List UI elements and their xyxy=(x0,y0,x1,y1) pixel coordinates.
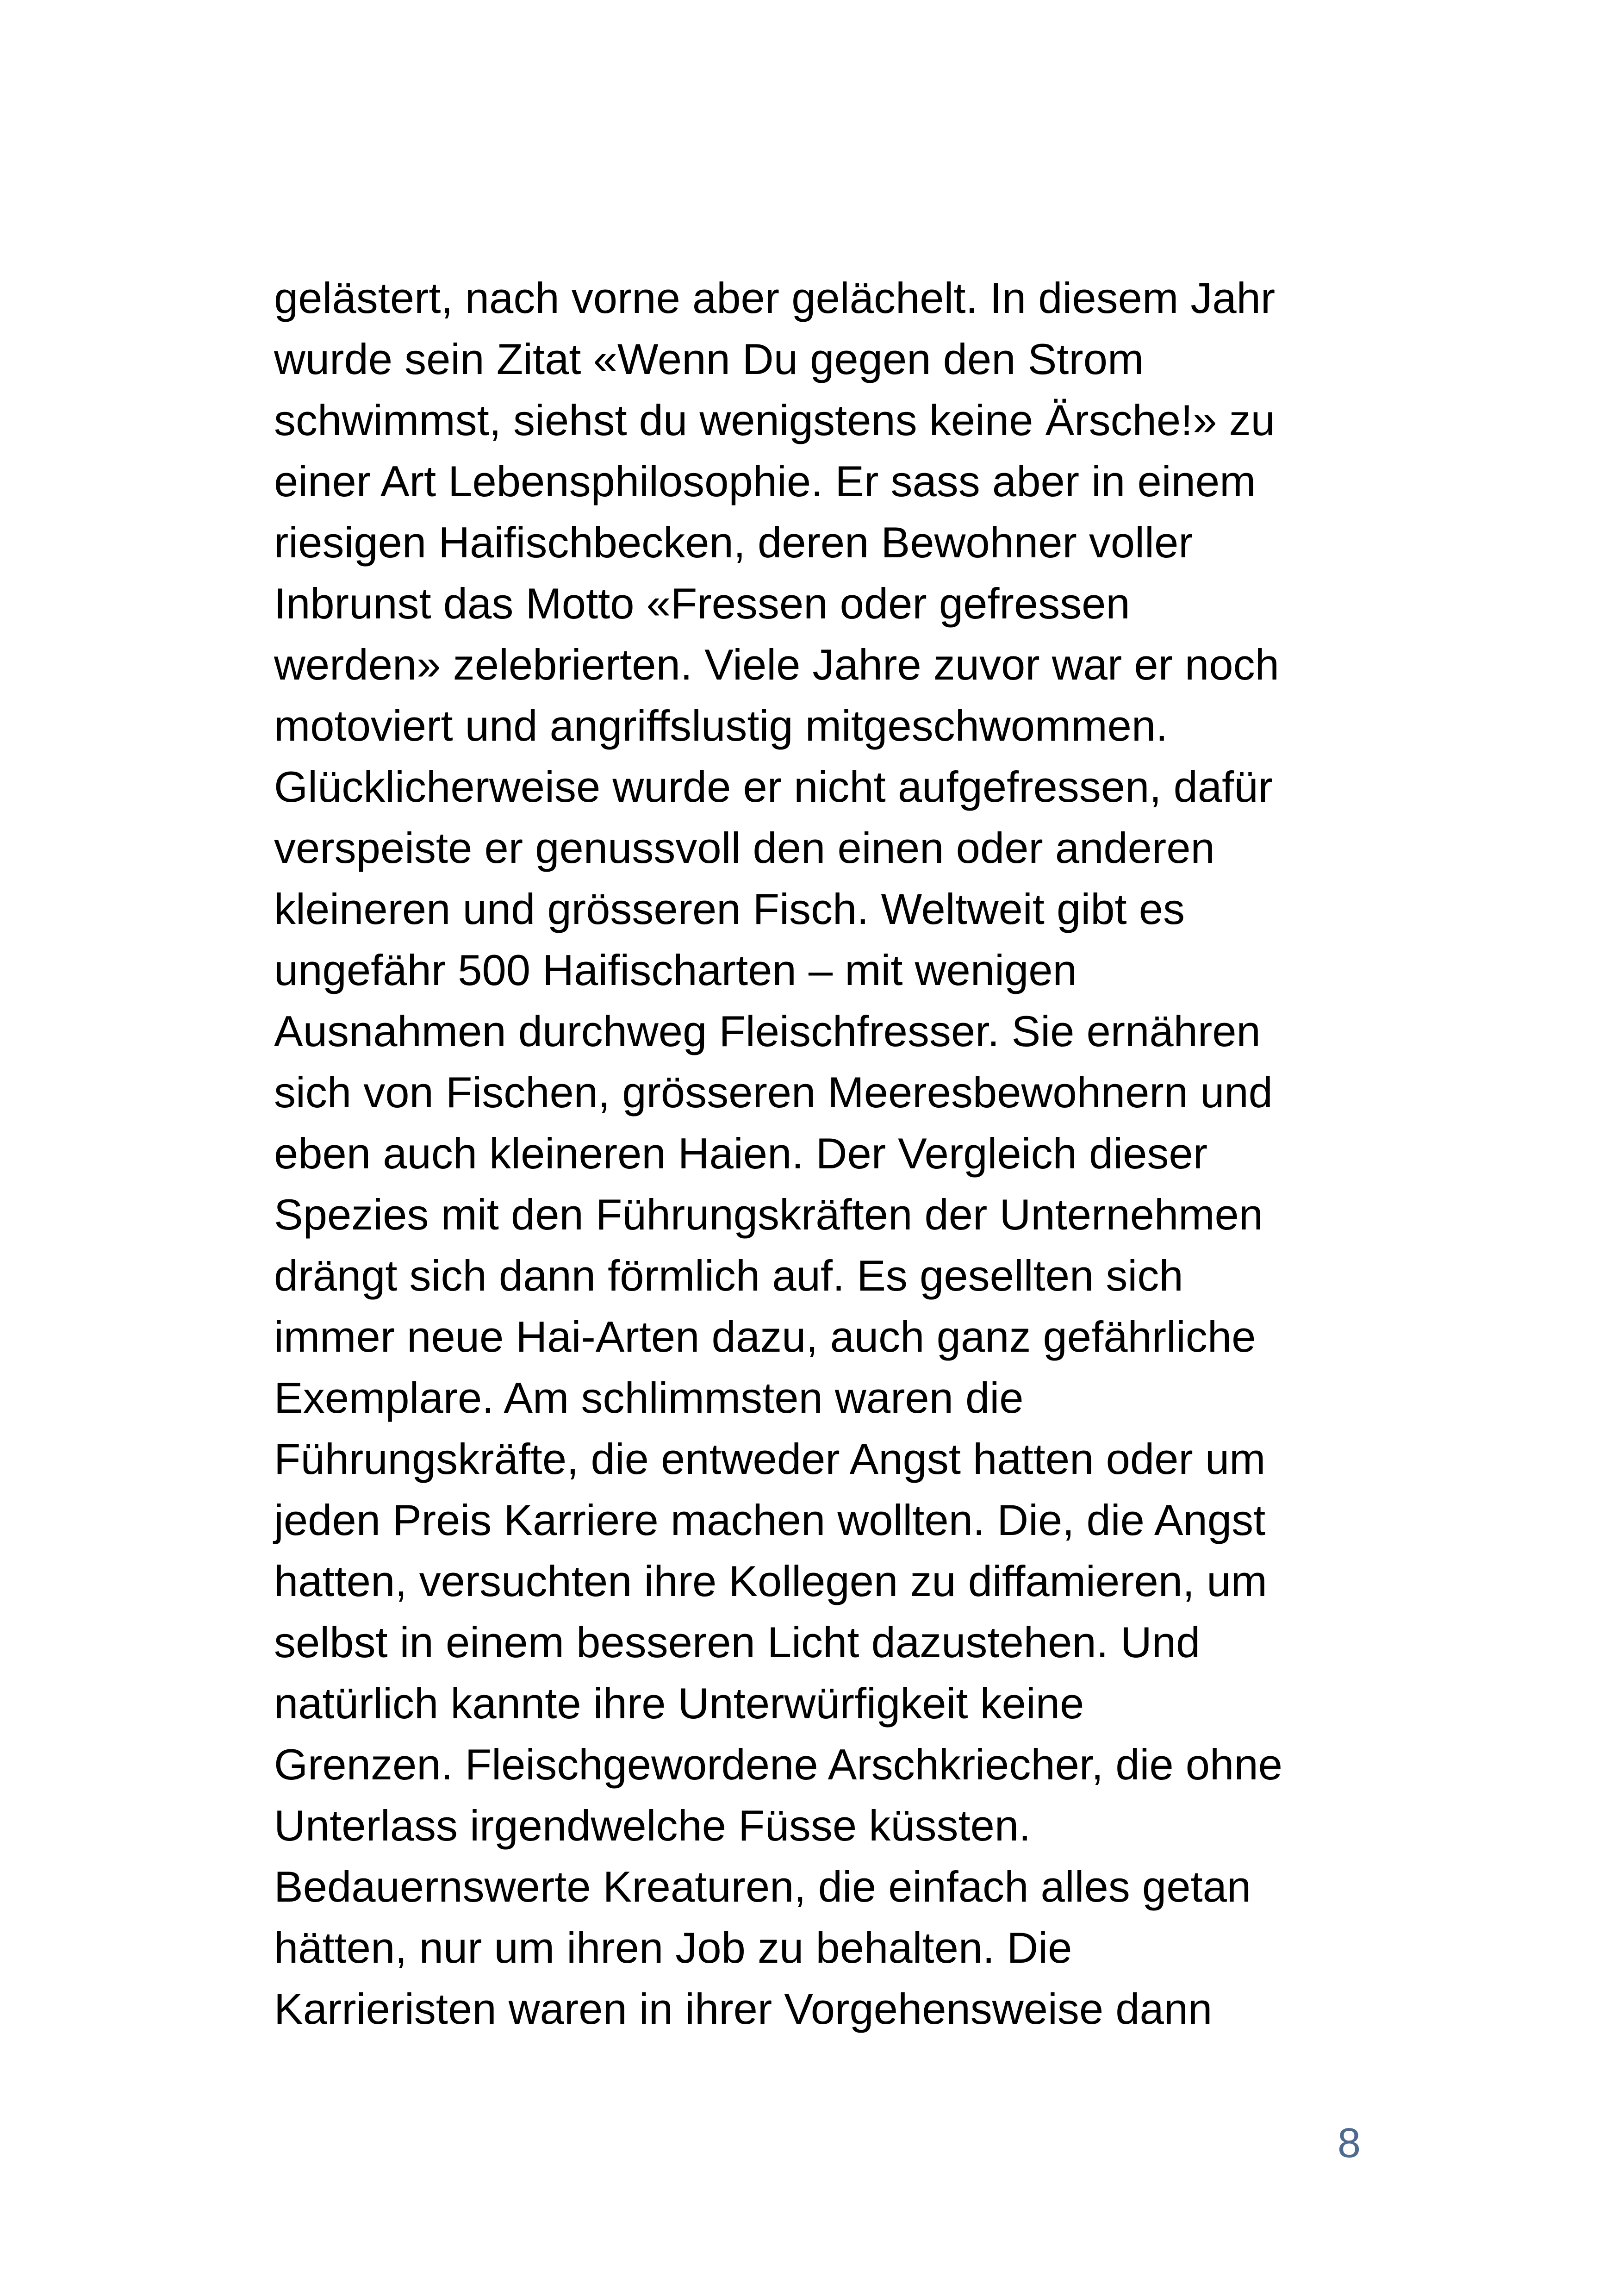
text-line: hätten, nur um ihren Job zu behalten. Die xyxy=(274,1923,1072,1972)
text-line: Unterlass irgendwelche Füsse küssten. xyxy=(274,1801,1031,1850)
text-line: Bedauernswerte Kreaturen, die einfach alles getan xyxy=(274,1862,1251,1911)
text-line: Spezies mit den Führungskräften der Unternehmen xyxy=(274,1190,1263,1239)
text-line: natürlich kannte ihre Unterwürfigkeit keine xyxy=(274,1679,1084,1728)
text-line: eben auch kleineren Haien. Der Vergleich dieser xyxy=(274,1129,1208,1178)
text-line: wurde sein Zitat «Wenn Du gegen den Strom xyxy=(274,335,1144,383)
text-line: selbst in einem besseren Licht dazustehen. Und xyxy=(274,1618,1201,1666)
text-line: sich von Fischen, grösseren Meeresbewohnern und xyxy=(274,1068,1273,1117)
text-line: gelästert, nach vorne aber gelächelt. In diesem Jahr xyxy=(274,274,1276,322)
text-line: Exemplare. Am schlimmsten waren die xyxy=(274,1373,1024,1422)
page-number: 8 xyxy=(1337,2120,1361,2166)
text-line: kleineren und grösseren Fisch. Weltweit gibt es xyxy=(274,885,1185,933)
text-line: jeden Preis Karriere machen wollten. Die, die Angst xyxy=(274,1496,1266,1544)
text-line: einer Art Lebensphilosophie. Er sass aber in einem xyxy=(274,457,1256,505)
text-line: immer neue Hai-Arten dazu, auch ganz gefährliche xyxy=(274,1312,1256,1361)
text-line: Karrieristen waren in ihrer Vorgehensweise dann xyxy=(274,1984,1213,2033)
text-line: werden» zelebrierten. Viele Jahre zuvor war er noch xyxy=(274,640,1279,689)
text-line: ungefähr 500 Haifischarten – mit wenigen xyxy=(274,946,1077,994)
text-line: Grenzen. Fleischgewordene Arschkriecher, die ohne xyxy=(274,1740,1282,1789)
body-text xyxy=(274,268,1375,2040)
text-line: Inbrunst das Motto «Fressen oder gefressen xyxy=(274,579,1130,628)
text-line: drängt sich dann förmlich auf. Es gesellten sich xyxy=(274,1251,1183,1300)
text-line: schwimmst, siehst du wenigstens keine Ärsche!» zu xyxy=(274,396,1275,444)
text-line: Ausnahmen durchweg Fleischfresser. Sie ernähren xyxy=(274,1007,1261,1055)
text-line: Glücklicherweise wurde er nicht aufgefressen, dafür xyxy=(274,762,1273,811)
text-line: verspeiste er genussvoll den einen oder anderen xyxy=(274,824,1215,872)
text-line: Führungskräfte, die entweder Angst hatten oder um xyxy=(274,1435,1266,1483)
text-line: riesigen Haifischbecken, deren Bewohner voller xyxy=(274,518,1193,567)
text-line: motoviert und angriffslustig mitgeschwommen. xyxy=(274,701,1168,750)
text-line: hatten, versuchten ihre Kollegen zu diffamieren, um xyxy=(274,1557,1267,1605)
